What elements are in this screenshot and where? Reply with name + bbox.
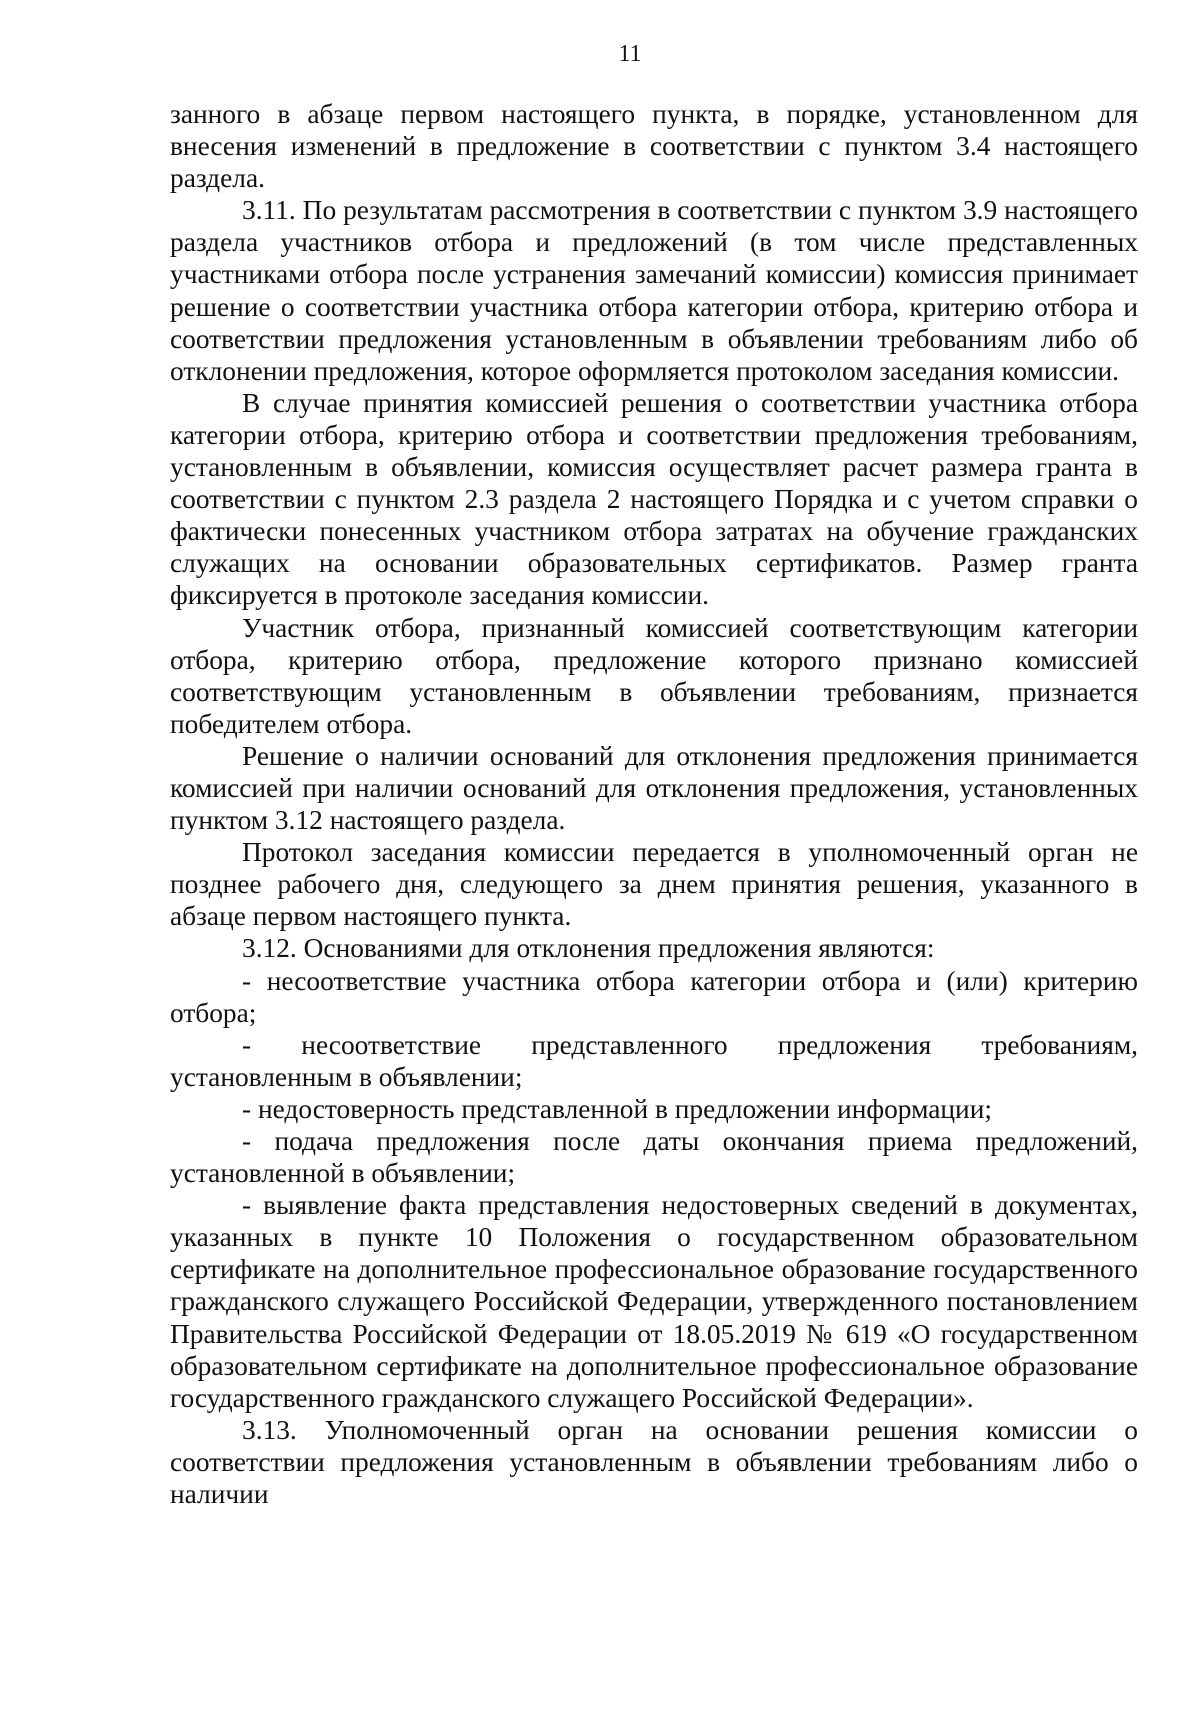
paragraph: занного в абзаце первом настоящего пункта, в порядке, установленном для внесения изменений в предложение в соответствии с пунктом 3.4 настоящего раздела. [170, 99, 1138, 194]
page-number: 11 [618, 41, 642, 67]
list-item: - недостоверность представленной в предложении информации; [242, 1093, 992, 1124]
list-item: - несоответствие участника отбора категории отбора и (или) критерию отбора; [170, 965, 1138, 1028]
section-heading-3-12: 3.12. Основаниями для отклонения предложения являются: [242, 933, 935, 964]
paragraph: 3.11. По результатам рассмотрения в соответствии с пунктом 3.9 настоящего раздела участников отбора и предложений (в том числе представленных участниками отбора после устранения замечаний комиссии) комиссия принимает решение о соответствии участника отбора категории отбора, критерию отбора и соответствии предложения установленным в объявлении требованиям либо об отклонении предложения, которое оформляется протоколом заседания комиссии. [170, 195, 1138, 386]
list-item: - несоответствие представленного предложения требованиям, установленным в объявлении; [170, 1029, 1138, 1092]
paragraph: Решение о наличии оснований для отклонения предложения принимается комиссией при наличии оснований для отклонения предложения, установленных пунктом 3.12 настоящего раздела. [170, 740, 1138, 836]
paragraph: Участник отбора, признанный комиссией соответствующим категории отбора, критерию отбора, предложение которого признано комиссией соответствующим установленным в объявлении требованиям, признается победителем отбора. [170, 612, 1138, 739]
paragraph: Протокол заседания комиссии передается в уполномоченный орган не позднее рабочего дня, следующего за днем принятия решения, указанного в абзаце первом настоящего пункта. [170, 837, 1138, 932]
list-item: - выявление факта представления недостоверных сведений в документах, указанных в пункте 10 Положения о государственном образовательном сертификате на дополнительное профессиональное образование государственного гражданского служащего Российской Федерации, утвержденного постановлением Правительства Российской Федерации от 18.05.2019 № 619 «О государственном образовательном сертификате на дополнительное профессиональное образование государственного гражданского служащего Российской Федерации». [170, 1190, 1138, 1413]
paragraph: В случае принятия комиссией решения о соответствии участника отбора категории отбора, критерию отбора и соответствии предложения требованиям, установленным в объявлении, комиссия осуществляет расчет размера гранта в соответствии с пунктом 2.3 раздела 2 настоящего Порядка и с учетом справки о фактически понесенных участником отбора затратах на обучение гражданских служащих на основании образовательных сертификатов. Размер гранта фиксируется в протоколе заседания комиссии. [170, 387, 1138, 611]
document-body [170, 98, 1138, 1510]
list-item: - подача предложения после даты окончания приема предложений, установленной в объявлении; [170, 1126, 1138, 1189]
paragraph: 3.13. Уполномоченный орган на основании решения комиссии о соответствии предложения установленным в объявлении требованиям либо о наличии [170, 1414, 1138, 1510]
